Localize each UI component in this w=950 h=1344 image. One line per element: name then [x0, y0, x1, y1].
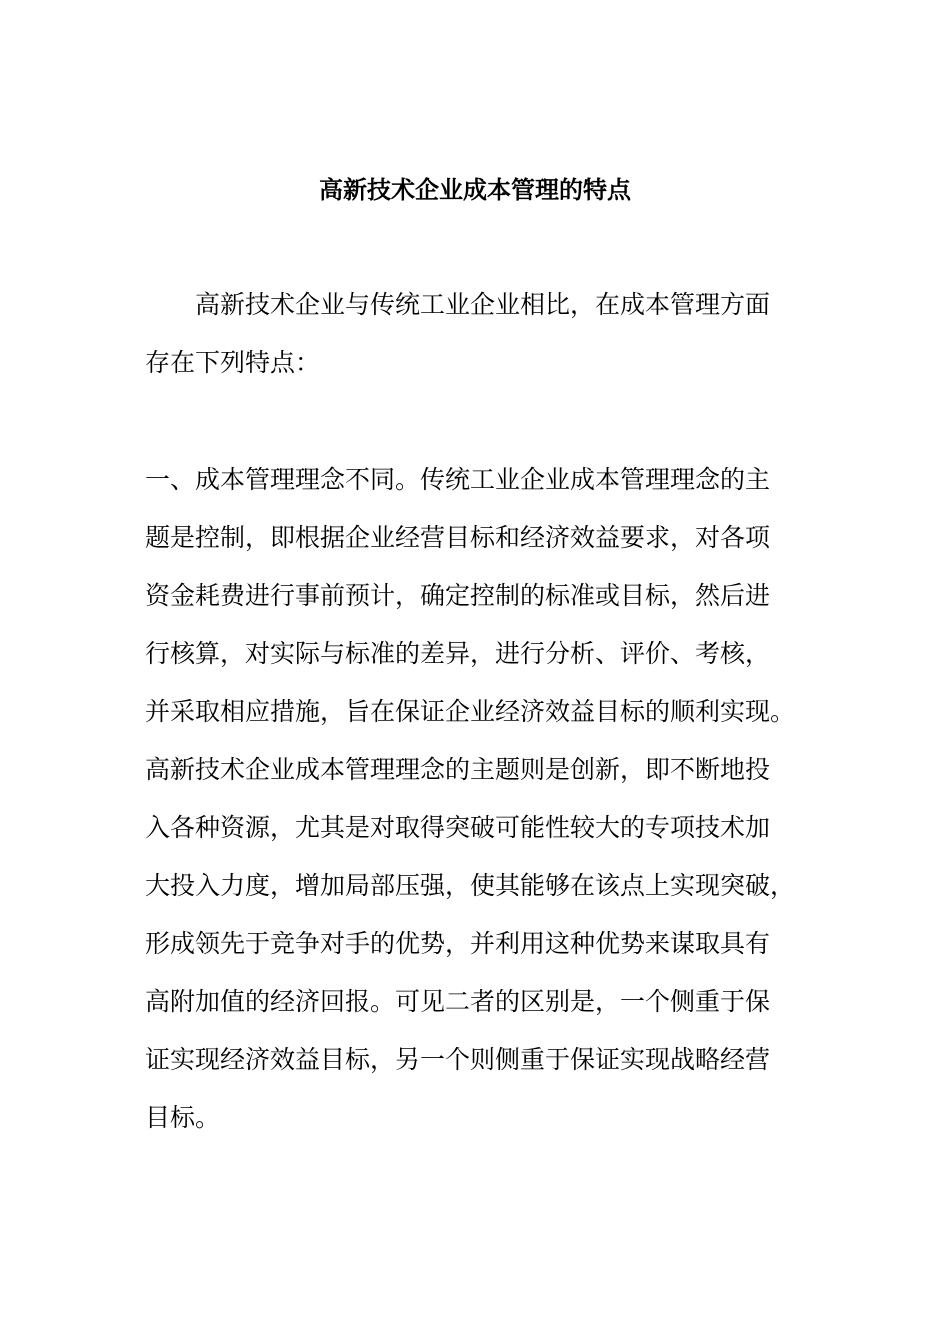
text-line: 题是控制，即根据企业经营目标和经济效益要求，对各项	[145, 523, 771, 552]
text-line: 证实现经济效益目标，另一个则侧重于保证实现战略经营	[145, 1045, 771, 1074]
text-line: 资金耗费进行事前预计，确定控制的标准或目标，然后进	[145, 581, 771, 610]
intro-paragraph	[145, 276, 805, 392]
text-line: 高新技术企业与传统工业企业相比，在成本管理方面	[145, 290, 771, 319]
text-line: 一、成本管理理念不同。传统工业企业成本管理理念的主	[145, 465, 771, 494]
text-line: 形成领先于竞争对手的优势，并利用这种优势来谋取具有	[145, 929, 771, 958]
text-line: 行核算，对实际与标准的差异，进行分析、评价、考核，	[145, 639, 771, 668]
text-line: 大投入力度，增加局部压强，使其能够在该点上实现突破，	[145, 871, 796, 900]
page-title: 高新技术企业成本管理的特点	[319, 176, 631, 204]
text-line: 目标。	[145, 1103, 221, 1132]
text-line: 入各种资源，尤其是对取得突破可能性较大的专项技术加	[145, 813, 771, 842]
section-1-paragraph	[145, 451, 805, 1147]
text-line: 高附加值的经济回报。可见二者的区别是，一个侧重于保	[145, 987, 771, 1016]
text-line: 存在下列特点：	[145, 348, 321, 377]
text-line: 并采取相应措施，旨在保证企业经济效益目标的顺利实现。	[145, 697, 796, 726]
text-line: 高新技术企业成本管理理念的主题则是创新，即不断地投	[145, 755, 771, 784]
